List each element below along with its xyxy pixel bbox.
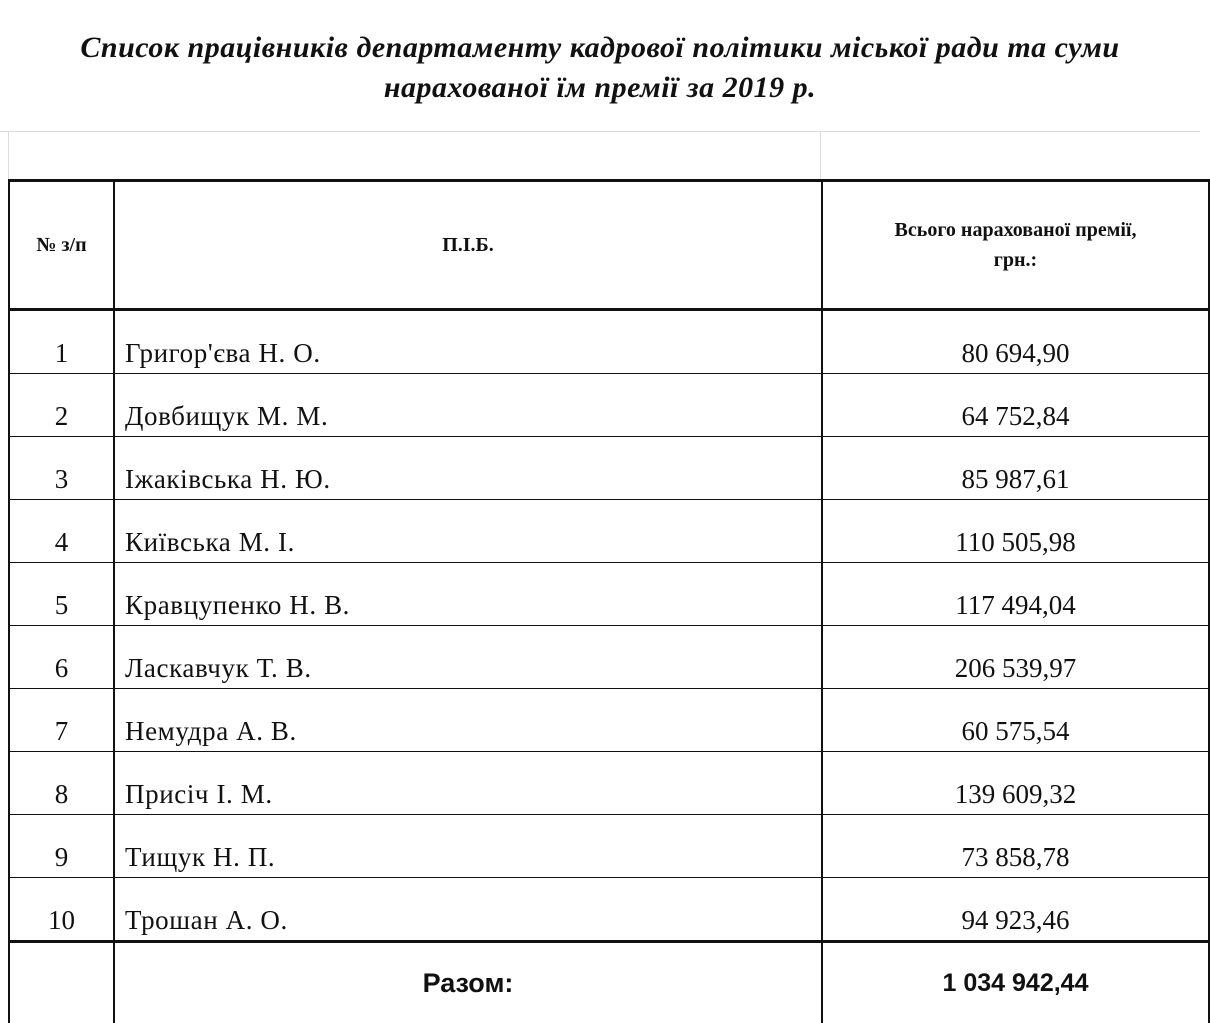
table-row: [9, 878, 1209, 942]
row-number: 7: [9, 689, 114, 752]
row-number: 1: [9, 310, 114, 374]
header-name: П.І.Б.: [114, 181, 822, 310]
row-number: 10: [9, 878, 114, 942]
row-amount: 73 858,78: [822, 815, 1209, 878]
row-name: Іжаківська Н. Ю.: [114, 437, 822, 500]
row-name: Присіч І. М.: [114, 752, 822, 815]
table-row: [9, 374, 1209, 437]
row-amount: 117 494,04: [822, 563, 1209, 626]
table-row: [9, 752, 1209, 815]
row-number: 8: [9, 752, 114, 815]
sheet-gridline: [820, 131, 821, 179]
table-row: [9, 815, 1209, 878]
table-total-row: [9, 942, 1209, 1023]
row-amount: 110 505,98: [822, 500, 1209, 563]
row-number: 5: [9, 563, 114, 626]
sheet-gridline: [8, 131, 9, 179]
row-name: Тищук Н. П.: [114, 815, 822, 878]
total-label: Разом:: [114, 942, 822, 1023]
row-amount: 139 609,32: [822, 752, 1209, 815]
row-number: 9: [9, 815, 114, 878]
row-amount: 64 752,84: [822, 374, 1209, 437]
table-row: [9, 437, 1209, 500]
row-name: Немудра А. В.: [114, 689, 822, 752]
row-name: Ласкавчук Т. В.: [114, 626, 822, 689]
table-row: [9, 563, 1209, 626]
row-number: 6: [9, 626, 114, 689]
table-row: [9, 310, 1209, 374]
row-amount: 60 575,54: [822, 689, 1209, 752]
header-amount: Всього нарахованої премії, грн.:: [822, 181, 1209, 310]
row-name: Кравцупенко Н. В.: [114, 563, 822, 626]
table-row: [9, 500, 1209, 563]
table-header-row: [9, 181, 1209, 310]
row-name: Григор'єва Н. О.: [114, 310, 822, 374]
row-name: Київська М. І.: [114, 500, 822, 563]
row-number: 4: [9, 500, 114, 563]
row-number: 3: [9, 437, 114, 500]
row-name: Довбищук М. М.: [114, 374, 822, 437]
bonus-table: [8, 179, 1210, 1023]
row-amount: 94 923,46: [822, 878, 1209, 942]
table-row: [9, 689, 1209, 752]
header-number: № з/п: [9, 181, 114, 310]
total-amount: 1 034 942,44: [822, 942, 1209, 1023]
row-amount: 206 539,97: [822, 626, 1209, 689]
row-amount: 80 694,90: [822, 310, 1209, 374]
row-number: 2: [9, 374, 114, 437]
total-empty-cell: [9, 942, 114, 1023]
row-amount: 85 987,61: [822, 437, 1209, 500]
sheet-gridline: [0, 131, 1200, 132]
row-name: Трошан А. О.: [114, 878, 822, 942]
document-title: Список працівників департаменту кадрової політики міської ради та суми нарахованої їм премії за 2019 р.: [0, 28, 1200, 108]
table-row: [9, 626, 1209, 689]
